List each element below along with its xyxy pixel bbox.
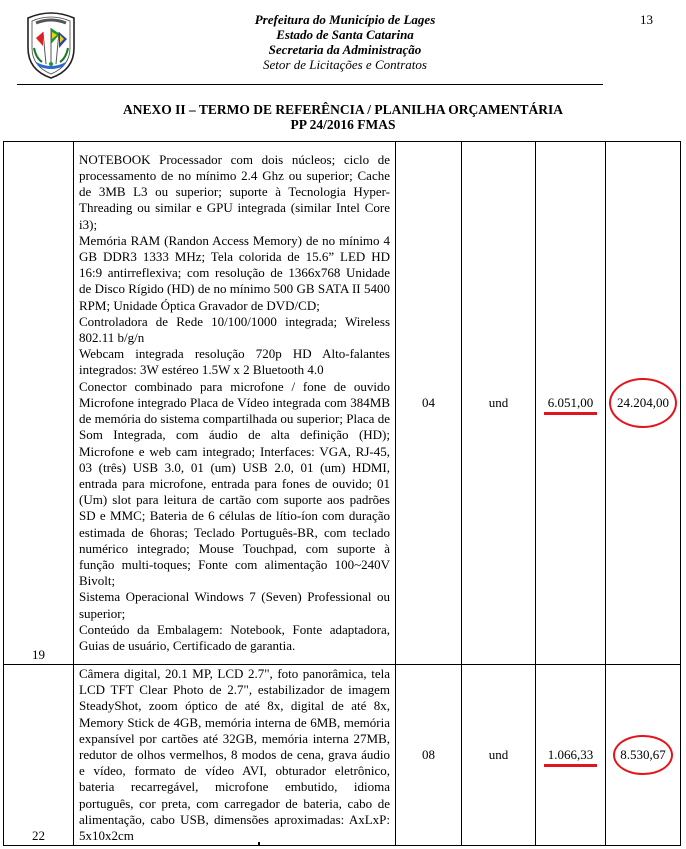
item-description <box>74 665 396 846</box>
page-mark <box>258 842 260 845</box>
letterhead-state: Estado de Santa Catarina <box>276 27 414 42</box>
table-row <box>4 665 681 846</box>
description-paragraph: Sistema Operacional Windows 7 (Seven) Professional ou superior; <box>79 589 390 621</box>
budget-table <box>3 141 681 846</box>
description-paragraph: Câmera digital, 20.1 MP, LCD 2.7", foto panorâmica, tela LCD TFT Clear Photo de 2.7", estabilizador de imagem SteadyShot, zoom óptico de até 8x, digital de até 8x, Memory Stick de 4GB, memória interna de 6MB, memória expansível por cartões até 32GB, memória interna 27MB, redutor de olhos vermelhos, 8 modos de cena, grava áudio e vídeo, formato de vídeo AVI, obturador eletrônico, bateria recarregável, microfone embutido, idioma português, cor preta, com carregador de bateria, cabo de alimentação, cabo USB, dimensões aproximadas: AxLxP: 5x10x2cm <box>79 666 390 844</box>
header-divider <box>17 84 603 85</box>
table-row <box>4 142 681 665</box>
letterhead-secretariat: Secretaria da Administração <box>268 42 422 57</box>
item-unit: und <box>462 665 536 846</box>
description-paragraph: Conector combinado para microfone / fone de ouvido Microfone integrado Placa de Vídeo integrada com 384MB de memória do sistema compartilhada ou superior; Placa de Som Integrada, com áudio de alta definição (HD); Microfone e web cam integrado; Interfaces: VGA, RJ-45, 03 (três) USB 3.0, 01 (um) USB 2.0, 01 (um) HDMI, entrada para microfone, entrada para fones de ouvido; 01 (Um) slot para leitura de cartão com suporte aos padrões SD e MMC; Bateria de 6 células de lítio-íon com duração estimada de 6horas; Teclado Português-BR, com teclado numérico integrado; Mouse Touchpad, com suporte à função multi-toques; Fonte com alimentação 100~240V Bivolt; <box>79 378 390 589</box>
description-paragraph: NOTEBOOK Processador com dois núcleos; ciclo de processamento de no mínimo 2.4 Ghz ou superior; Cache de 3MB L3 ou superior; suporte à Tecnologia Hyper-Threading ou similar e GPU integrada (similar Intel Core i3); <box>79 151 390 232</box>
document-title <box>0 102 686 132</box>
description-paragraph: Controladora de Rede 10/100/1000 integrada; Wireless 802.11 b/g/n <box>79 313 390 346</box>
unit-price-underlined: 1.066,33 <box>547 747 594 763</box>
item-number: 22 <box>4 665 74 846</box>
total-price-circled: 24.204,00 <box>617 394 669 410</box>
document-title-line1: ANEXO II – TERMO DE REFERÊNCIA / PLANILHA ORÇAMENTÁRIA <box>122 102 564 117</box>
item-number: 19 <box>4 142 74 665</box>
item-total-price-cell <box>606 665 681 846</box>
item-total-price-cell <box>606 142 681 665</box>
description-paragraph: Memória RAM (Randon Access Memory) de no mínimo 4 GB DDR3 1333 MHz; Tela colorida de 15.6” LED HD 16:9 antirreflexiva; com resolução de 1366x768 Unidade de Disco Rígido (HD) de no mínimo 500 GB SATA II 5400 RPM; Unidade Óptica Gravador de DVD/CD; <box>79 232 390 313</box>
description-paragraph: Conteúdo da Embalagem: Notebook, Fonte adaptadora, Guias de usuário, Certificado de garantia. <box>79 621 390 653</box>
item-unit-price-cell <box>536 142 606 665</box>
page-number: 13 <box>640 12 653 27</box>
document-title-line2: PP 24/2016 FMAS <box>290 117 396 132</box>
unit-price-underlined: 6.051,00 <box>547 394 594 410</box>
letterhead-sector: Setor de Licitações e Contratos <box>263 57 427 72</box>
item-unit: und <box>462 142 536 665</box>
description-paragraph: Webcam integrada resolução 720p HD Alto-falantes integrados: 3W estéreo 1.5W x 2 Bluetooth 4.0 <box>79 346 390 378</box>
item-description <box>74 142 396 665</box>
letterhead-municipality: Prefeitura do Município de Lages <box>254 12 436 27</box>
municipal-coat-of-arms-logo <box>22 8 80 80</box>
item-unit-price-cell <box>536 665 606 846</box>
total-price-circled: 8.530,67 <box>620 747 666 763</box>
letterhead <box>180 12 510 72</box>
item-quantity: 04 <box>396 142 462 665</box>
item-quantity: 08 <box>396 665 462 846</box>
